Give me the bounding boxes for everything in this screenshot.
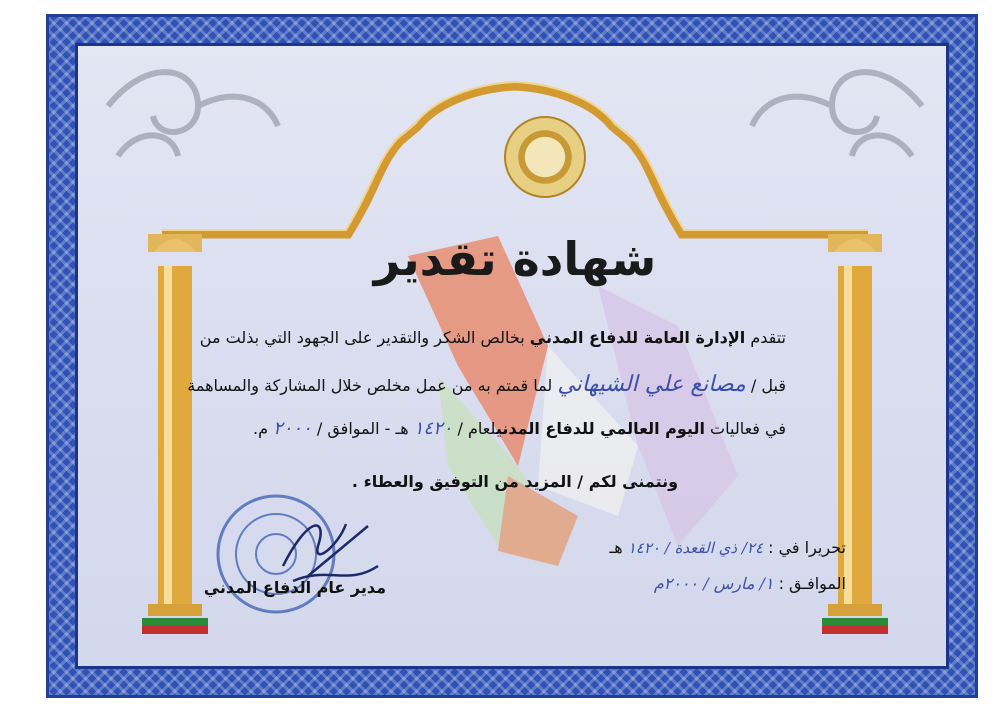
written-date: ٢٤/ ذي القعدة / ١٤٢٠ <box>627 539 764 557</box>
written-date-row <box>610 538 846 557</box>
written-label: تحريرا في : <box>768 538 846 557</box>
certificate-border <box>46 14 978 698</box>
line1-rest: بخالص الشكر والتقدير على الجهود التي بذلت من <box>199 328 525 347</box>
event-name: اليوم العالمي للدفاع المدني <box>495 419 705 438</box>
gregorian-year: ٢٠٠٠ <box>273 418 312 439</box>
line3-suffix: م. <box>252 419 268 438</box>
body-line-3 <box>253 418 786 439</box>
year-label: لعام / <box>457 419 496 438</box>
corresponding-date: ١/ مارس / ٢٠٠٠م <box>653 574 774 593</box>
written-suffix: هـ <box>609 538 623 557</box>
pillar-icon <box>142 234 208 634</box>
issuing-organization: الإدارة العامة للدفاع المدني <box>529 328 746 347</box>
line2-prefix: قبل / <box>750 376 786 395</box>
certificate-title: شهادة تقدير <box>373 232 657 286</box>
line1-prefix: تتقدم <box>750 328 786 347</box>
line3-prefix: في فعاليات <box>710 419 786 438</box>
line3-mid: هـ - الموافق / <box>316 419 409 438</box>
line2-rest: لما قمتم به من عمل مخلص خلال المشاركة والمساهمة <box>187 376 553 395</box>
hijri-year: ١٤٢٠ <box>413 418 453 439</box>
certificate-paper <box>75 43 949 669</box>
corresponding-label: الموافـق : <box>778 574 846 593</box>
recipient-name: مصانع علي الشيهاني <box>557 372 746 397</box>
corresponding-date-row <box>654 574 846 593</box>
police-emblem-icon <box>504 116 586 198</box>
closing-wish: ونتمنى لكم / المزيد من التوفيق والعطاء . <box>351 472 679 491</box>
signatory-title: مدير عام الدفاع المدني <box>203 578 386 597</box>
body-line-1 <box>200 328 786 347</box>
body-line-2 <box>187 372 786 397</box>
